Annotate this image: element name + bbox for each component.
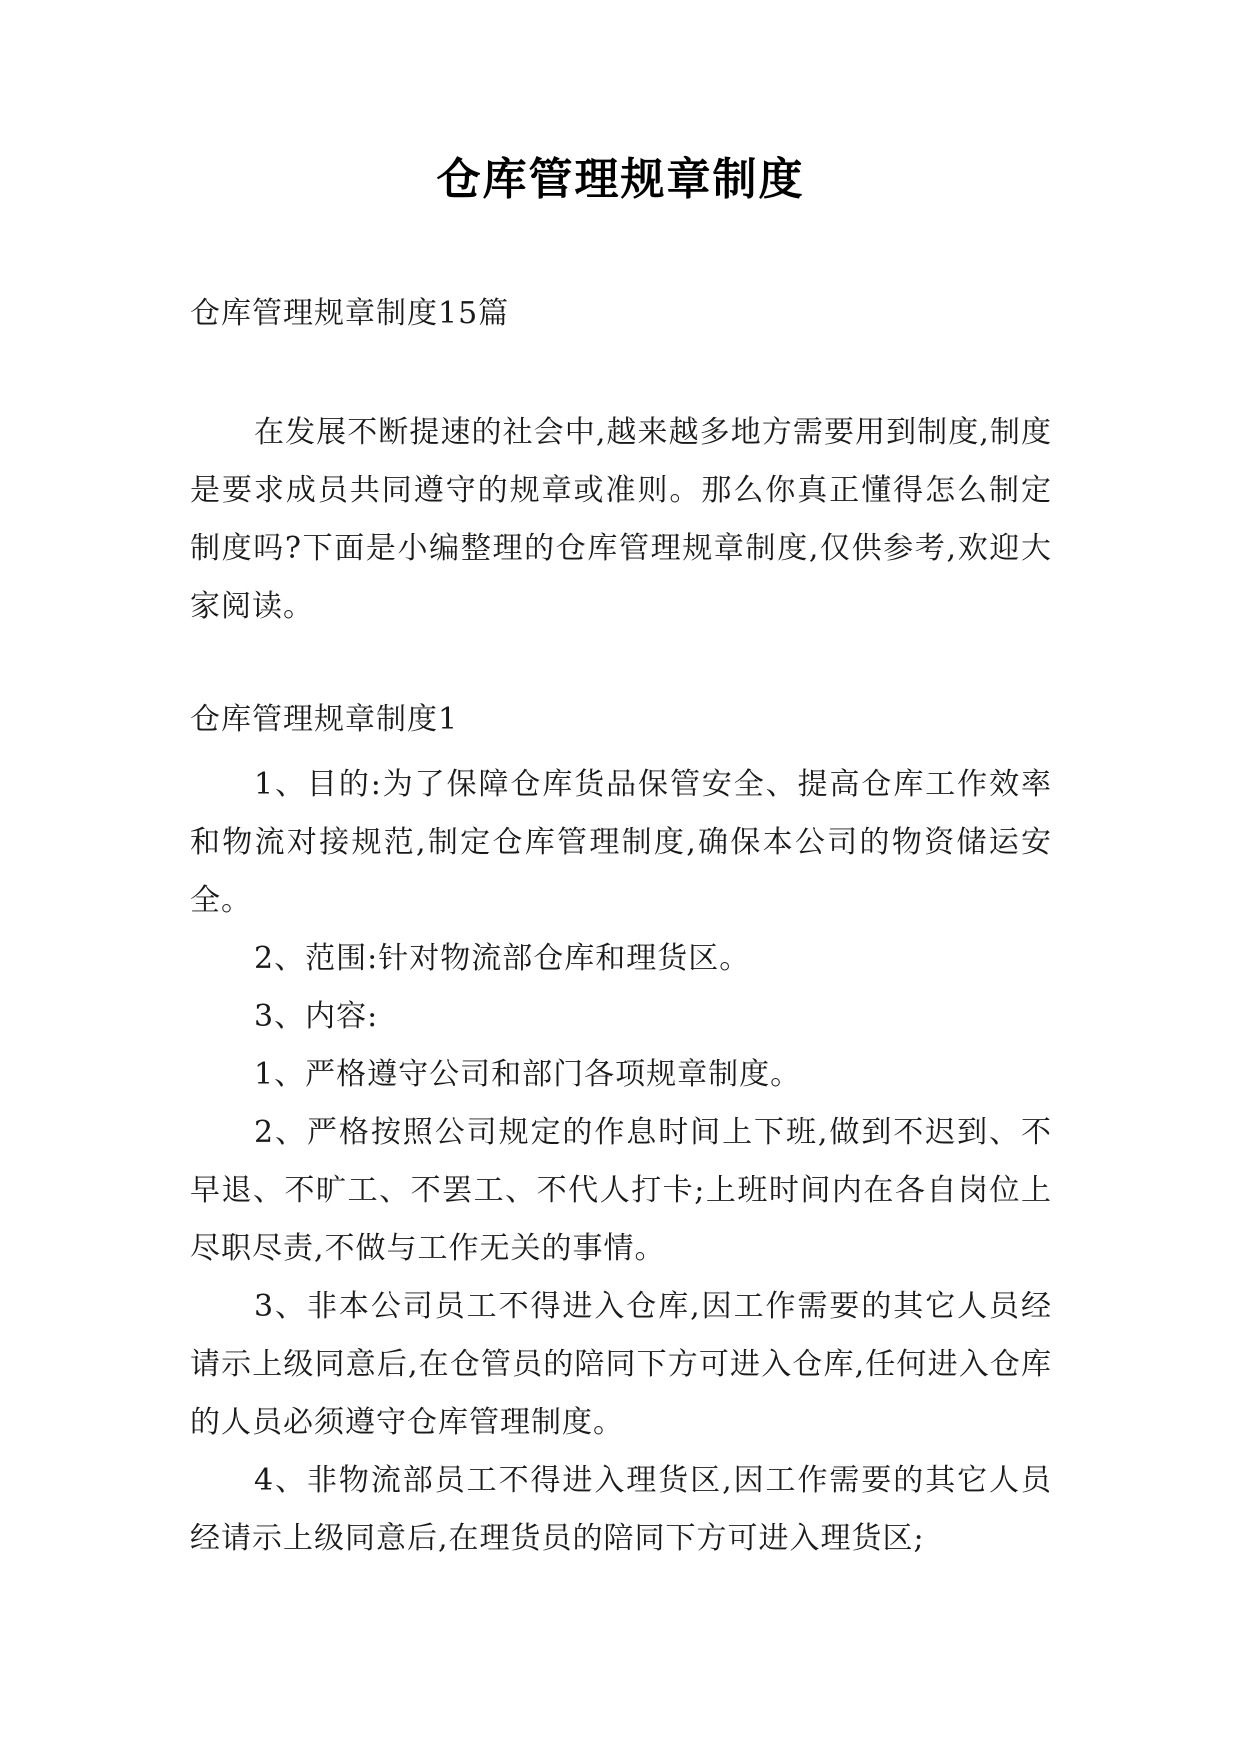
document-subtitle: 仓库管理规章制度15篇 [190,296,510,331]
rule-item: 1、目的:为了保障仓库货品保管安全、提高仓库工作效率和物流对接规范,制定仓库管理制度,确保本公司的物资储运安全。 [190,767,1052,918]
rule-item: 3、非本公司员工不得进入仓库,因工作需要的其它人员经请示上级同意后,在仓管员的陪同下方可进入仓库,任何进入仓库的人员必须遵守仓库管理制度。 [190,1289,1052,1440]
rule-item: 2、严格按照公司规定的作息时间上下班,做到不迟到、不早退、不旷工、不罢工、不代人打卡;上班时间内在各自岗位上尽职尽责,不做与工作无关的事情。 [190,1115,1052,1266]
rule-item: 2、范围:针对物流部仓库和理货区。 [254,941,751,976]
rule-item: 3、内容: [254,999,379,1034]
section-heading: 仓库管理规章制度1 [190,702,459,737]
intro-paragraph: 在发展不断提速的社会中,越来越多地方需要用到制度,制度是要求成员共同遵守的规章或准则。那么你真正懂得怎么制定制度吗?下面是小编整理的仓库管理规章制度,仅供参考,欢迎大家阅读。 [190,415,1052,624]
rule-item: 1、严格遵守公司和部门各项规章制度。 [254,1057,802,1092]
rules-list [190,756,1052,1568]
rule-item: 4、非物流部员工不得进入理货区,因工作需要的其它人员经请示上级同意后,在理货员的陪同下方可进入理货区; [190,1463,1052,1556]
document-title: 仓库管理规章制度 [436,154,805,205]
